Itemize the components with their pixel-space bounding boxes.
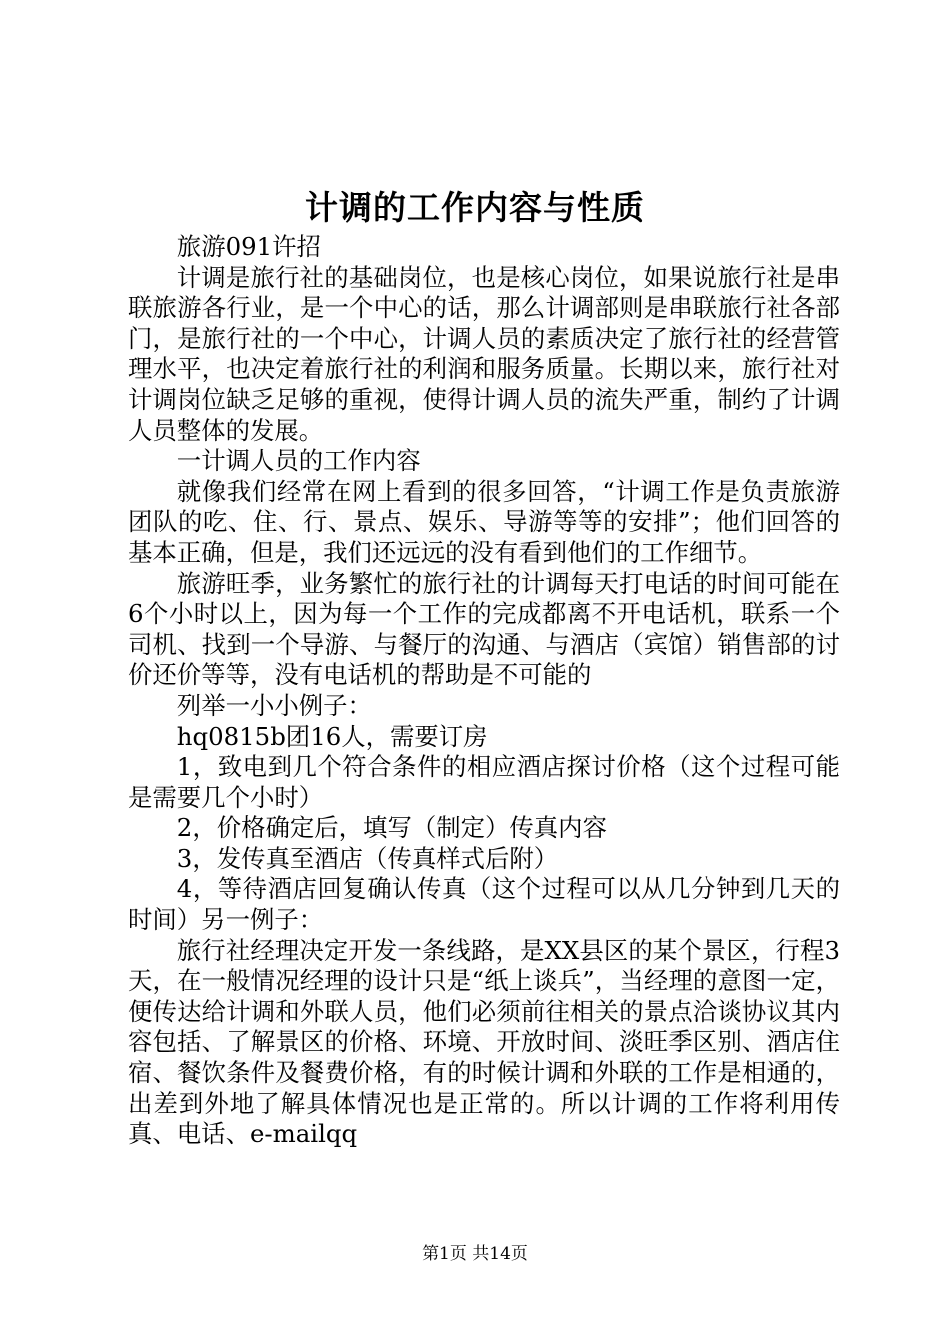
step-2: 2，价格确定后，填写（制定）传真内容 <box>176 813 607 843</box>
section-heading: 一计调人员的工作内容 <box>176 446 421 476</box>
author-line: 旅游091许招 <box>176 232 321 261</box>
paragraph-intro: 计调是旅行社的基础岗位，也是核心岗位，如果说旅行社是串联旅游各行业，是一个中心的话，那么计调部则是串联旅行社各部门，是旅行社的一个中心，计调人员的素质决定了旅行社的经营管理水平，也决定着旅行社的利润和服务质量。长期以来，旅行社对计调岗位缺乏足够的重视，使得计调人员的流失严重，制约了计调人员整体的发展。 <box>128 262 840 445</box>
step-3: 3，发传真至酒店（传真样式后附） <box>176 843 559 873</box>
paragraph-peak-season: 旅游旺季，业务繁忙的旅行社的计调每天打电话的时间可能在6个小时以上，因为每一个工作的完成都离不开电话机，联系一个司机、找到一个导游、与餐厅的沟通、与酒店（宾馆）销售部的讨价还价等等，没有电话机的帮助是不可能的 <box>128 568 840 690</box>
page-footer: 第1页 共14页 <box>422 1244 528 1264</box>
example-group: hq0815b团16人，需要订房 <box>176 721 488 751</box>
document-body <box>128 232 840 1150</box>
paragraph-route-example: 旅行社经理决定开发一条线路，是XX县区的某个景区，行程3天，在一般情况经理的设计只是“纸上谈兵”，当经理的意图一定，便传达给计调和外联人员，他们必须前往相关的景点洽谈协议其内容包括、了解景区的价格、环境、开放时间、淡旺季区别、酒店住宿、餐饮条件及餐费价格，有的时候计调和外联的工作是相通的，出差到外地了解具体情况也是正常的。所以计调的工作将利用传真、电话、e-mailqq <box>128 935 840 1149</box>
paragraph-answers: 就像我们经常在网上看到的很多回答，“计调工作是负责旅游团队的吃、住、行、景点、娱乐、导游等等的安排”；他们回答的基本正确，但是，我们还远远的没有看到他们的工作细节。 <box>128 476 840 567</box>
example-intro: 列举一小小例子： <box>176 690 372 720</box>
document-title: 计调的工作内容与性质 <box>305 188 645 227</box>
step-1: 1，致电到几个符合条件的相应酒店探讨价格（这个过程可能是需要几个小时） <box>128 752 840 812</box>
step-4: 4，等待酒店回复确认传真（这个过程可以从几分钟到几天的时间）另一例子： <box>128 874 840 935</box>
